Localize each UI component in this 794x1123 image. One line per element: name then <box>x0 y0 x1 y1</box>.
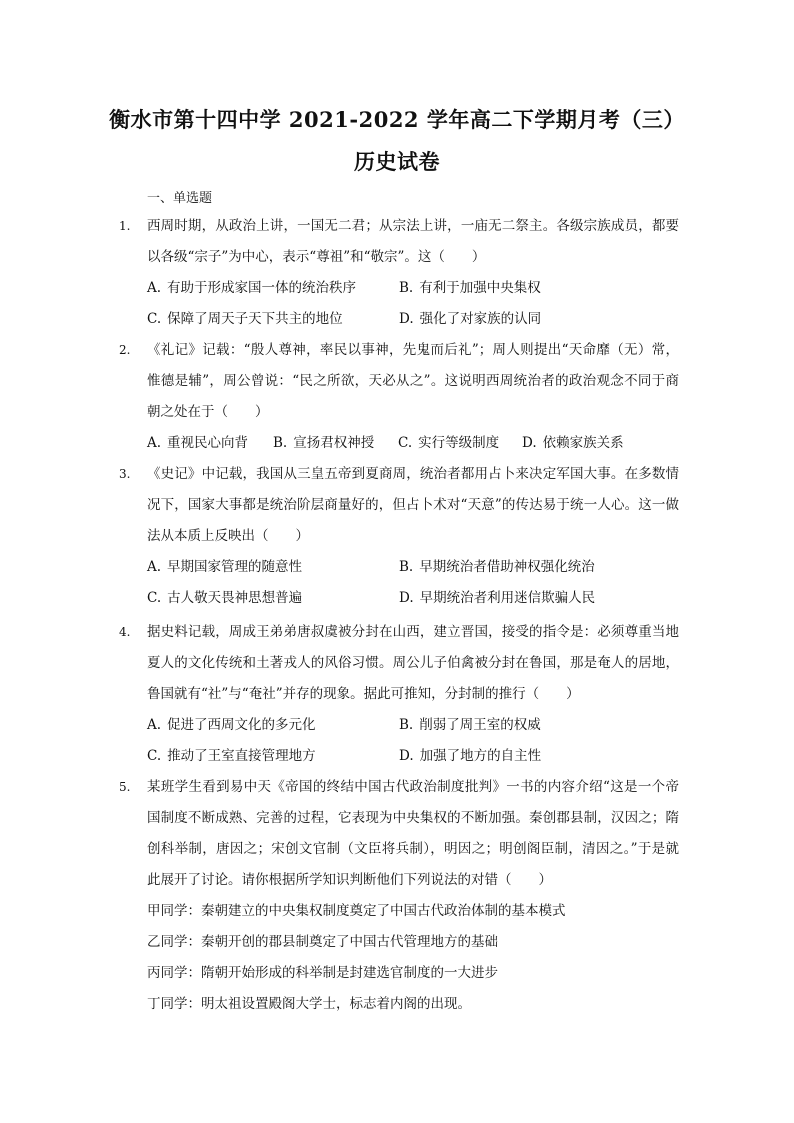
option-b: B. 宣扬君权神授 <box>273 435 375 451</box>
exam-title: 衡水市第十四中学 2021-2022 学年高二下学期月考（三） <box>109 107 685 132</box>
exam-subject: 历史试卷 <box>354 149 440 174</box>
option-b: B. 有利于加强中央集权 <box>399 280 541 296</box>
question-number: 4. <box>119 625 131 639</box>
option-d: D. 加强了地方的自主性 <box>399 748 542 764</box>
question-number: 5. <box>119 780 131 794</box>
option-d: D. 强化了对家族的认同 <box>399 311 542 327</box>
option-group <box>147 710 679 772</box>
option-group <box>147 428 679 459</box>
option-c: C. 保障了周天子天下共主的地位 <box>147 311 343 327</box>
option-d: D. 依赖家族关系 <box>522 435 624 451</box>
option-a: A. 早期国家管理的随意性 <box>147 559 303 575</box>
question-number: 2. <box>119 343 131 357</box>
option-group <box>147 552 679 614</box>
option-a: A. 重视民心向背 <box>147 435 249 451</box>
question-1 <box>119 211 679 335</box>
question-stem: 据史料记载，周成王弟弟唐叔虞被分封在山西，建立晋国，接受的指令是：必须尊重当地夏人的文化传统和土著戎人的风俗习惯。周公儿子伯禽被分封在鲁国，那是奄人的居地，鲁国就有“社”与“奄社”并存的现象。据此可推知，分封制的推行（ ） <box>147 624 679 702</box>
option-b: B. 早期统治者借助神权强化统治 <box>399 559 595 575</box>
section-heading: 一、单选题 <box>147 191 213 206</box>
question-number: 3. <box>119 467 131 481</box>
statement-bing: 丙同学：隋朝开始形成的科举制是封建选官制度的一大进步 <box>147 965 498 981</box>
option-b: B. 削弱了周王室的权威 <box>399 717 541 733</box>
statement-yi: 乙同学：秦朝开创的郡县制奠定了中国古代管理地方的基础 <box>147 934 498 950</box>
question-stem: 《史记》中记载，我国从三皇五帝到夏商周，统治者都用占卜来决定军国大事。在多数情况下，国家大事都是统治阶层商量好的，但占卜术对“天意”的传达易于统一人心。这一做法从本质上反映出（ ） <box>147 466 679 544</box>
question-stem: 《礼记》记载：“殷人尊神，率民以事神，先鬼而后礼”；周人则提出“天命靡（无）常，惟德是辅”，周公曾说：“民之所欲，天必从之”。这说明西周统治者的政治观念不同于商朝之处在于（ ） <box>147 342 679 420</box>
question-stem: 西周时期，从政治上讲，一国无二君；从宗法上讲，一庙无二祭主。各级宗族成员，都要以各级“宗子”为中心，表示“尊祖”和“敬宗”。这（ ） <box>147 218 679 265</box>
statement-jia: 甲同学：秦朝建立的中央集权制度奠定了中国古代政治体制的基本模式 <box>147 903 566 919</box>
option-c: C. 推动了王室直接管理地方 <box>147 748 316 764</box>
option-group <box>147 273 679 335</box>
statement-ding: 丁同学：明太祖设置殿阁大学士，标志着内阁的出现。 <box>147 996 471 1012</box>
option-c: C. 古人敬天畏神思想普遍 <box>147 590 303 606</box>
question-5 <box>119 772 679 1020</box>
statement-list <box>147 896 679 1020</box>
question-number: 1. <box>119 219 131 233</box>
option-a: A. 促进了西周文化的多元化 <box>147 717 316 733</box>
question-stem: 某班学生看到易中天《帝国的终结中国古代政治制度批判》一书的内容介绍“这是一个帝国制度不断成熟、完善的过程，它表现为中央集权的不断加强。秦创郡县制，汉因之；隋创科举制，唐因之；宋创文官制（文臣将兵制），明因之；明创阁臣制，清因之。”于是就此展开了讨论。请你根据所学知识判断他们下列说法的对错（ ） <box>147 779 679 888</box>
question-3 <box>119 459 679 614</box>
option-d: D. 早期统治者利用迷信欺骗人民 <box>399 590 596 606</box>
option-c: C. 实行等级制度 <box>398 435 500 451</box>
option-a: A. 有助于形成家国一体的统治秩序 <box>147 280 357 296</box>
question-4 <box>119 617 679 772</box>
question-2 <box>119 335 679 459</box>
